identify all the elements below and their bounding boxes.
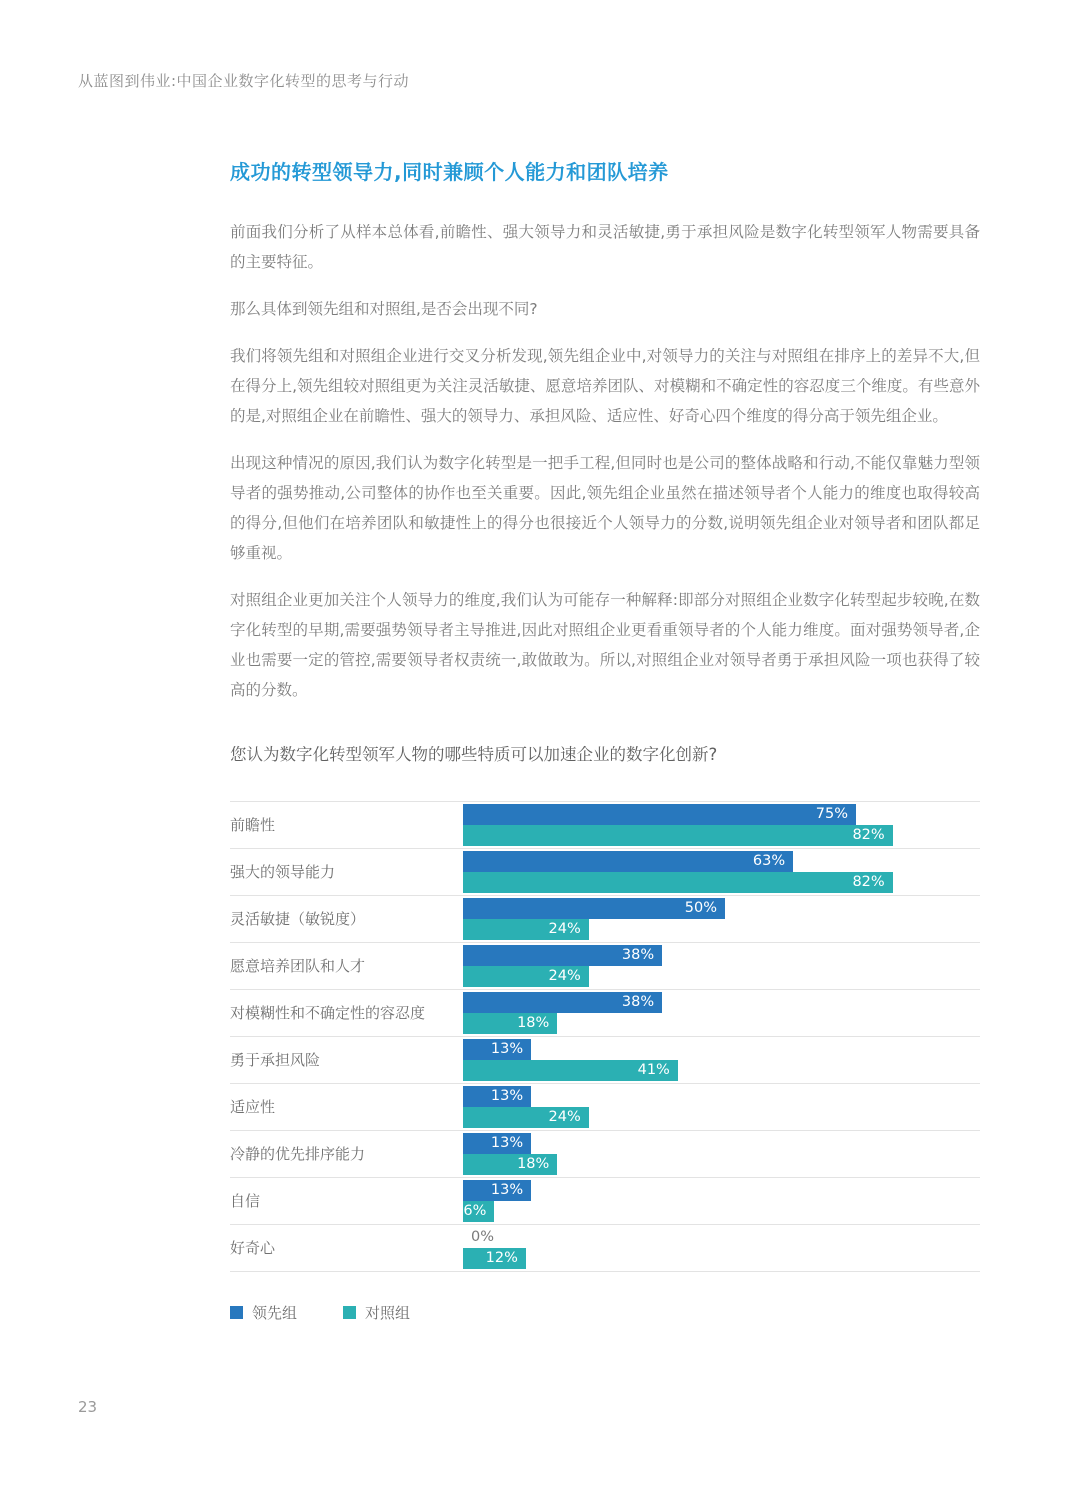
chart-row [230,802,980,849]
bar-leading-group: 0% [471,1229,495,1245]
bar-track [463,1133,980,1175]
legend-label-leading: 领先组 [252,1304,298,1322]
category-label: 愿意培养团队和人才 [230,957,366,975]
bar-control-group: 82% [463,872,893,893]
bar-track [463,992,980,1034]
bar-leading-group: 38% [463,945,662,966]
bar-leading-group: 13% [463,1180,531,1201]
chart-row [230,849,980,896]
bar-control-group: 41% [463,1060,678,1081]
category-label: 自信 [230,1192,261,1210]
chart-row [230,1131,980,1178]
running-header: 从蓝图到伟业:中国企业数字化转型的思考与行动 [78,72,410,90]
paragraph: 对照组企业更加关注个人领导力的维度,我们认为可能存一种解释:即部分对照组企业数字化转型起步较晚,在数字化转型的早期,需要强势领导者主导推进,因此对照组企业更看重领导者的个人能力维度。面对强势领导者,企业也需要一定的管控,需要领导者权责统一,敢做敢为。所以,对照组企业对领导者勇于承担风险一项也获得了较高的分数。 [230,591,980,699]
chart-row [230,1084,980,1131]
chart-row [230,1037,980,1084]
legend-swatch-leading [230,1306,243,1319]
bar-track [463,1180,980,1222]
bar-control-group: 18% [463,1013,557,1034]
bar-track [463,851,980,893]
chart-row [230,896,980,943]
bar-leading-group: 13% [463,1086,531,1107]
category-label: 冷静的优先排序能力 [230,1145,366,1163]
legend-label-control: 对照组 [365,1304,411,1322]
category-label: 强大的领导能力 [230,863,336,881]
bar-leading-group: 13% [463,1039,531,1060]
bar-track [463,1086,980,1128]
legend-item-control [343,1302,410,1323]
bar-track [463,1227,980,1269]
chart-row [230,990,980,1037]
bar-leading-group: 63% [463,851,793,872]
page-number: 23 [78,1398,98,1416]
category-label: 适应性 [230,1098,276,1116]
bar-control-group: 24% [463,919,589,940]
bar-track [463,1039,980,1081]
bar-control-group: 24% [463,1107,589,1128]
category-label: 勇于承担风险 [230,1051,321,1069]
chart-title: 您认为数字化转型领军人物的哪些特质可以加速企业的数字化创新? [230,745,718,764]
bar-control-group: 6% [463,1201,494,1222]
bar-leading-group: 75% [463,804,856,825]
page-content [230,156,980,1323]
category-label: 前瞻性 [230,816,276,834]
legend-item-leading [230,1302,297,1323]
bar-leading-group: 38% [463,992,662,1013]
bar-control-group: 24% [463,966,589,987]
section-title: 成功的转型领导力,同时兼顾个人能力和团队培养 [230,160,669,184]
chart-legend [230,1302,980,1323]
chart-row [230,1178,980,1225]
bar-track [463,945,980,987]
bar-control-group: 18% [463,1154,557,1175]
bar-leading-group: 13% [463,1133,531,1154]
bar-control-group: 12% [463,1248,526,1269]
paragraph: 我们将领先组和对照组企业进行交叉分析发现,领先组企业中,对领导力的关注与对照组在排序上的差异不大,但在得分上,领先组较对照组更为关注灵活敏捷、愿意培养团队、对模糊和不确定性的容忍度三个维度。有些意外的是,对照组企业在前瞻性、强大的领导力、承担风险、适应性、好奇心四个维度的得分高于领先组企业。 [230,347,980,425]
bar-track [463,898,980,940]
category-label: 对模糊性和不确定性的容忍度 [230,1004,426,1022]
paragraph: 出现这种情况的原因,我们认为数字化转型是一把手工程,但同时也是公司的整体战略和行动,不能仅靠魅力型领导者的强势推动,公司整体的协作也至关重要。因此,领先组企业虽然在描述领导者个人能力的维度也取得较高的得分,但他们在培养团队和敏捷性上的得分也很接近个人领导力的分数,说明领先组企业对领导者和团队都足够重视。 [230,454,980,562]
category-label: 好奇心 [230,1239,276,1257]
bar-chart [230,801,980,1272]
bar-track [463,804,980,846]
chart-row [230,1225,980,1272]
category-label: 灵活敏捷（敏锐度） [230,910,366,928]
chart-row [230,943,980,990]
paragraph: 前面我们分析了从样本总体看,前瞻性、强大领导力和灵活敏捷,勇于承担风险是数字化转型领军人物需要具备的主要特征。 [230,223,980,271]
bar-control-group: 82% [463,825,893,846]
bar-leading-group: 50% [463,898,725,919]
paragraph: 那么具体到领先组和对照组,是否会出现不同? [230,300,538,318]
legend-swatch-control [343,1306,356,1319]
